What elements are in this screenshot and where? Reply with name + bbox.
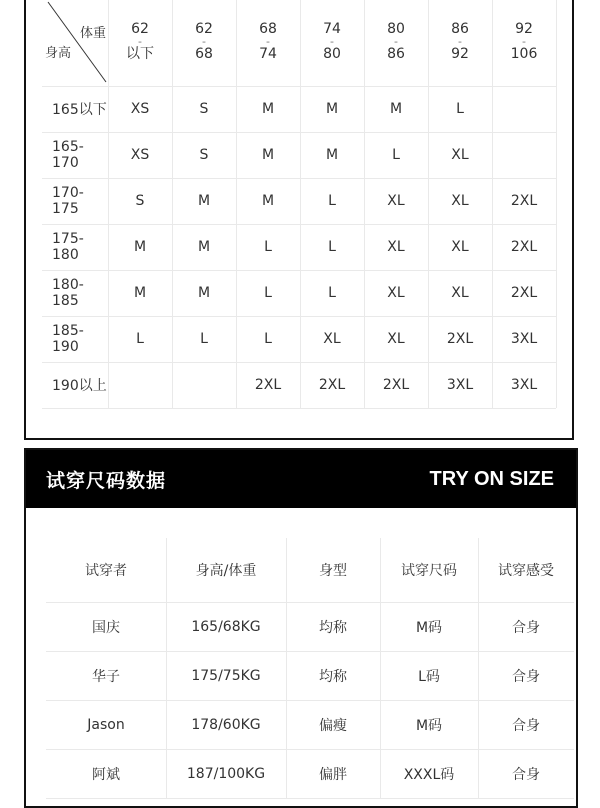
size-cell bbox=[492, 86, 556, 132]
weight-range-from: 74 bbox=[323, 21, 341, 37]
try-on-cell: M码 bbox=[415, 717, 443, 734]
weight-range-from: 86 bbox=[451, 21, 469, 37]
weight-range-header bbox=[492, 0, 556, 86]
weight-range-to: 68 bbox=[195, 46, 213, 62]
weight-range-to: 以下 bbox=[126, 46, 154, 62]
banner-title-en: TRY ON SIZE bbox=[429, 467, 554, 490]
size-cell: XL bbox=[451, 147, 469, 163]
grid-divider bbox=[166, 538, 167, 798]
weight-range-sep: - bbox=[202, 35, 206, 48]
size-cell: XS bbox=[130, 101, 150, 117]
size-cell: 3XL bbox=[510, 377, 538, 393]
height-range-cell: 185-190 bbox=[52, 323, 84, 355]
size-chart-row bbox=[42, 178, 556, 225]
try-on-cell: 阿斌 bbox=[92, 766, 120, 783]
weight-range-to: 106 bbox=[510, 46, 538, 62]
size-cell: XL bbox=[387, 193, 405, 209]
weight-range-header bbox=[108, 0, 172, 86]
size-cell: L bbox=[328, 239, 336, 255]
try-on-cell: 175/75KG bbox=[191, 667, 261, 684]
grid-divider bbox=[286, 538, 287, 798]
grid-divider bbox=[172, 0, 173, 408]
size-cell: S bbox=[199, 101, 209, 117]
weight-range-to: 92 bbox=[451, 46, 469, 62]
size-chart-row bbox=[42, 132, 556, 179]
size-cell: M bbox=[261, 193, 275, 209]
weight-range-from: 80 bbox=[387, 21, 405, 37]
size-cell: L bbox=[200, 331, 208, 347]
try-on-cell: 165/68KG bbox=[191, 618, 261, 635]
weight-range-sep: - bbox=[458, 35, 462, 48]
size-cell: 2XL bbox=[382, 377, 410, 393]
size-cell: 2XL bbox=[510, 193, 538, 209]
size-cell: L bbox=[264, 239, 272, 255]
try-on-row bbox=[46, 651, 574, 701]
size-cell: M bbox=[133, 285, 147, 301]
size-cell: XL bbox=[323, 331, 341, 347]
try-on-cell: 187/100KG bbox=[186, 765, 266, 782]
weight-range-header bbox=[236, 0, 300, 86]
size-cell: L bbox=[328, 193, 336, 209]
size-cell: 2XL bbox=[510, 239, 538, 255]
size-cell: XS bbox=[130, 147, 150, 163]
size-cell bbox=[108, 362, 172, 408]
size-cell: 2XL bbox=[446, 331, 474, 347]
try-on-column-header: 身型 bbox=[319, 563, 347, 579]
try-on-cell: 偏瘦 bbox=[319, 717, 347, 734]
size-chart-row bbox=[42, 86, 556, 133]
size-cell: M bbox=[325, 101, 339, 117]
size-cell: L bbox=[136, 331, 144, 347]
size-cell: L bbox=[392, 147, 400, 163]
weight-range-sep: - bbox=[330, 35, 334, 48]
try-on-cell: 合身 bbox=[512, 766, 540, 783]
try-on-cell: Jason bbox=[87, 716, 125, 733]
size-cell: M bbox=[325, 147, 339, 163]
height-range-cell: 165-170 bbox=[52, 139, 84, 171]
weight-range-sep: - bbox=[394, 35, 398, 48]
grid-divider bbox=[428, 0, 429, 408]
weight-range-sep: - bbox=[522, 35, 526, 48]
grid-divider bbox=[478, 538, 479, 798]
weight-range-to: 86 bbox=[387, 46, 405, 62]
banner-title-cn: 试穿尺码数据 bbox=[46, 469, 167, 492]
size-cell: M bbox=[261, 147, 275, 163]
weight-range-to: 80 bbox=[323, 46, 341, 62]
weight-range-header bbox=[428, 0, 492, 86]
try-on-cell: 合身 bbox=[512, 668, 540, 685]
size-cell: S bbox=[135, 193, 145, 209]
height-range-cell: 170-175 bbox=[52, 185, 84, 217]
size-chart-row bbox=[42, 362, 556, 409]
size-cell: XL bbox=[451, 285, 469, 301]
size-chart-row bbox=[42, 316, 556, 363]
try-on-cell: 偏胖 bbox=[319, 766, 347, 783]
try-on-cell: 华子 bbox=[92, 668, 120, 685]
weight-range-sep: - bbox=[266, 35, 270, 48]
corner-header-cell bbox=[42, 0, 108, 86]
grid-divider bbox=[236, 0, 237, 408]
try-on-column-header: 试穿尺码 bbox=[401, 563, 457, 579]
size-chart-row bbox=[42, 270, 556, 317]
grid-divider bbox=[492, 0, 493, 408]
grid-divider bbox=[380, 538, 381, 798]
height-range-cell: 180-185 bbox=[52, 277, 84, 309]
weight-range-from: 62 bbox=[195, 21, 213, 37]
try-on-cell: 均称 bbox=[319, 668, 347, 685]
try-on-cell: M码 bbox=[415, 619, 443, 636]
size-cell: 3XL bbox=[446, 377, 474, 393]
try-on-column-header: 试穿者 bbox=[85, 563, 127, 579]
weight-range-from: 62 bbox=[131, 21, 149, 37]
weight-range-to: 74 bbox=[259, 46, 277, 62]
try-on-cell: 均称 bbox=[319, 619, 347, 636]
try-on-cell: 合身 bbox=[512, 619, 540, 636]
size-cell: XL bbox=[387, 331, 405, 347]
size-cell: S bbox=[199, 147, 209, 163]
size-cell bbox=[172, 362, 236, 408]
grid-divider bbox=[364, 0, 365, 408]
height-range-cell: 190以上 bbox=[52, 378, 107, 394]
size-cell: 2XL bbox=[254, 377, 282, 393]
size-cell: M bbox=[197, 285, 211, 301]
try-on-cell: XXXL码 bbox=[403, 766, 455, 783]
corner-weight-label: 体重 bbox=[79, 26, 106, 41]
try-on-cell: 合身 bbox=[512, 717, 540, 734]
try-on-cell: 178/60KG bbox=[191, 716, 261, 733]
try-on-cell: 国庆 bbox=[92, 619, 120, 636]
try-on-column-header: 身高/体重 bbox=[195, 563, 257, 579]
weight-range-from: 92 bbox=[515, 21, 533, 37]
size-cell: XL bbox=[451, 193, 469, 209]
corner-height-label: 身高 bbox=[45, 46, 72, 61]
size-cell: M bbox=[261, 101, 275, 117]
size-chart-panel bbox=[24, 0, 574, 440]
height-range-cell: 165以下 bbox=[52, 102, 107, 118]
try-on-row bbox=[46, 700, 574, 750]
size-chart-header-row bbox=[42, 0, 556, 87]
grid-divider bbox=[300, 0, 301, 408]
weight-range-sep: - bbox=[138, 35, 142, 48]
height-range-cell: 175-180 bbox=[52, 231, 84, 263]
size-cell: L bbox=[456, 101, 464, 117]
size-cell: 2XL bbox=[510, 285, 538, 301]
try-on-header-row bbox=[46, 538, 574, 603]
size-cell: XL bbox=[387, 239, 405, 255]
size-cell: M bbox=[389, 101, 403, 117]
try-on-cell: L码 bbox=[418, 668, 440, 685]
grid-divider bbox=[556, 0, 557, 408]
try-on-column-header: 试穿感受 bbox=[498, 563, 554, 579]
try-on-row bbox=[46, 749, 574, 799]
size-cell: M bbox=[197, 193, 211, 209]
size-cell: 3XL bbox=[510, 331, 538, 347]
size-cell: M bbox=[133, 239, 147, 255]
size-cell: L bbox=[264, 285, 272, 301]
size-cell: XL bbox=[387, 285, 405, 301]
try-on-row bbox=[46, 602, 574, 652]
try-on-panel bbox=[24, 448, 578, 808]
size-chart-row bbox=[42, 224, 556, 271]
weight-range-header bbox=[300, 0, 364, 86]
size-cell: 2XL bbox=[318, 377, 346, 393]
grid-divider bbox=[108, 0, 109, 408]
size-cell: L bbox=[328, 285, 336, 301]
try-on-banner bbox=[26, 450, 576, 508]
weight-range-from: 68 bbox=[259, 21, 277, 37]
size-cell: XL bbox=[451, 239, 469, 255]
size-cell: L bbox=[264, 331, 272, 347]
size-cell: M bbox=[197, 239, 211, 255]
weight-range-header bbox=[172, 0, 236, 86]
size-cell bbox=[492, 132, 556, 178]
weight-range-header bbox=[364, 0, 428, 86]
